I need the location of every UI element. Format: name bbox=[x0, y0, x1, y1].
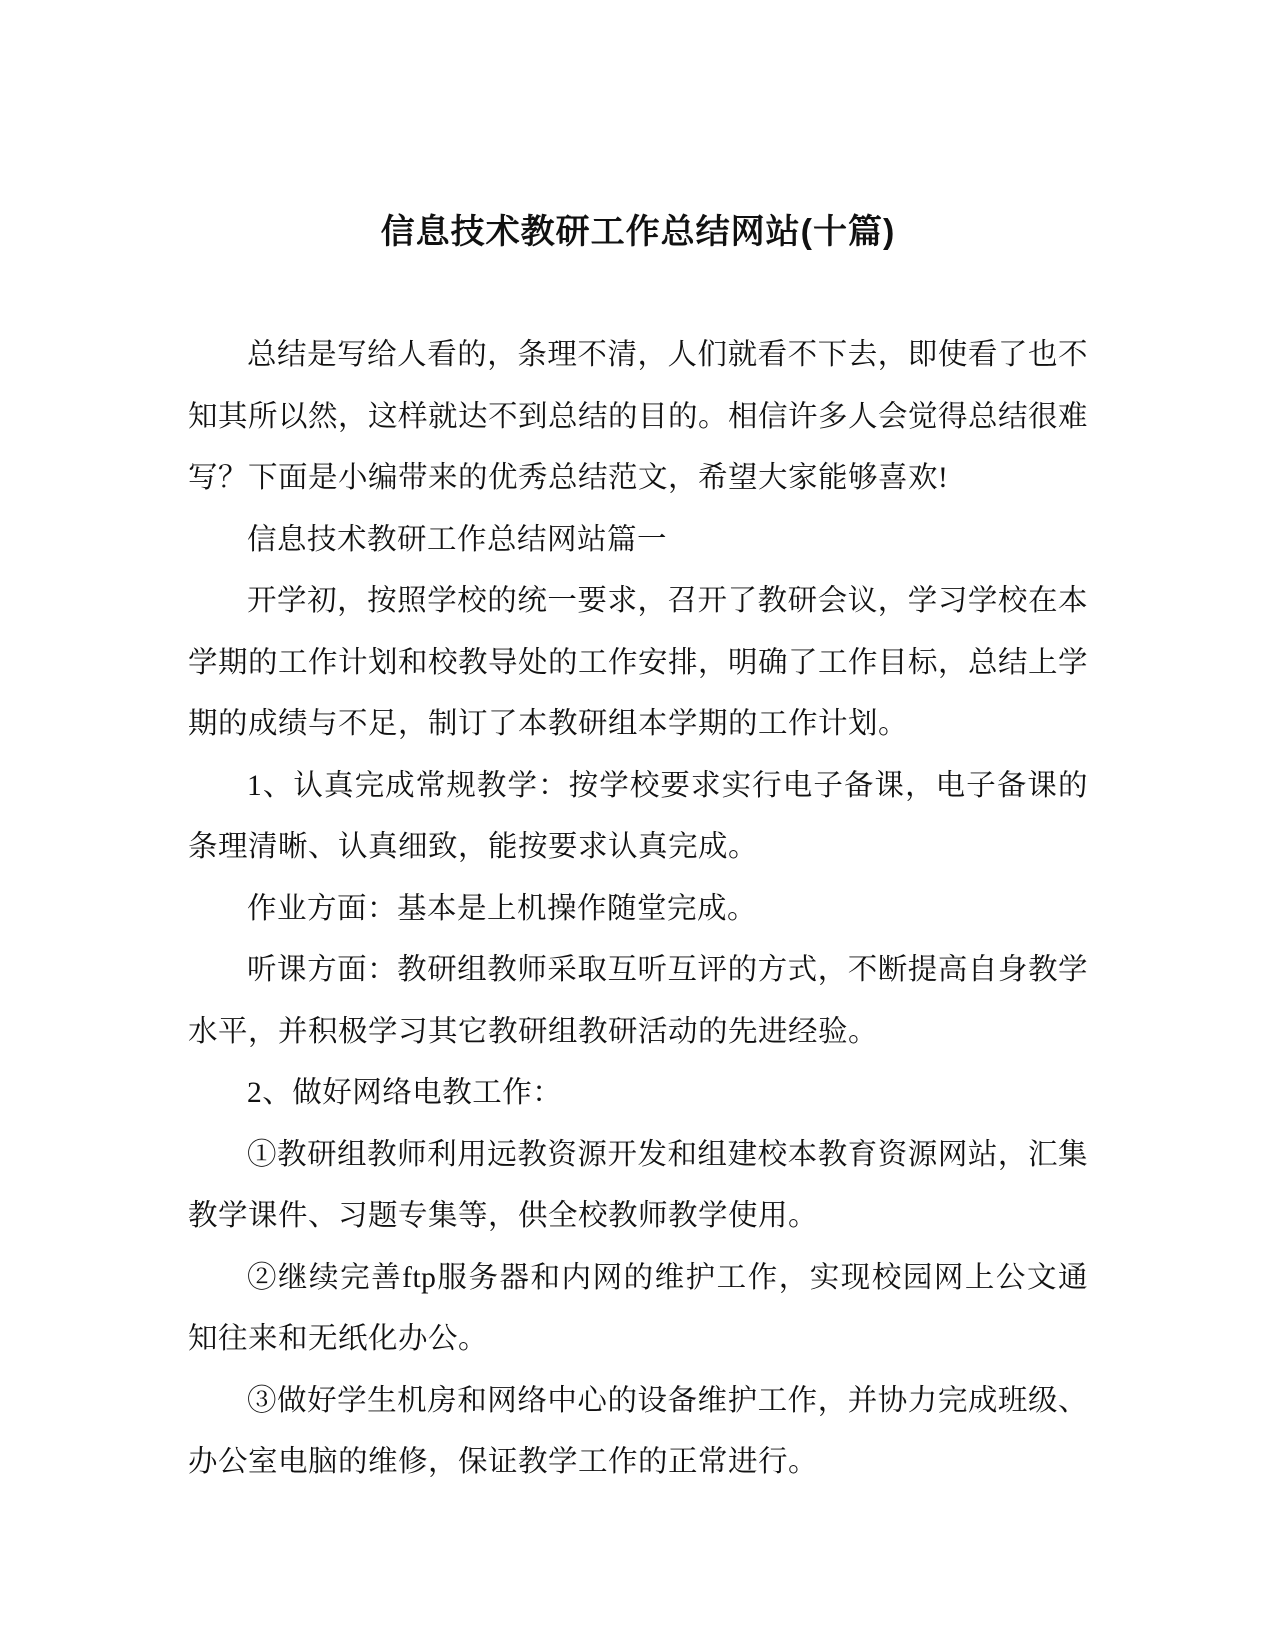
text-line: 水平，并积极学习其它教研组教研活动的先进经验。 bbox=[188, 1015, 879, 1048]
paragraph bbox=[188, 571, 1088, 756]
paragraph bbox=[188, 1371, 1088, 1494]
text-line: ②继续完善ftp服务器和内网的维护工作，实现校园网上公文通 bbox=[247, 1261, 1088, 1294]
text-line: 开学初，按照学校的统一要求，召开了教研会议，学习学校在本 bbox=[247, 585, 1088, 617]
paragraph bbox=[188, 940, 1088, 1063]
text-line: 期的成绩与不足，制订了本教研组本学期的工作计划。 bbox=[188, 708, 909, 740]
paragraph bbox=[188, 879, 1088, 941]
text-line: 听课方面：教研组教师采取互听互评的方式，不断提高自身教学 bbox=[247, 954, 1088, 986]
paragraph bbox=[188, 1125, 1088, 1248]
paragraph bbox=[188, 510, 1088, 572]
paragraph bbox=[188, 1063, 1088, 1125]
text-line: 信息技术教研工作总结网站篇一 bbox=[247, 523, 668, 556]
text-line: 知其所以然，这样就达不到总结的目的。相信许多人会觉得总结很难 bbox=[188, 400, 1089, 433]
text-line: 条理清晰、认真细致，能按要求认真完成。 bbox=[188, 831, 759, 863]
text-line: 办公室电脑的维修，保证教学工作的正常进行。 bbox=[188, 1446, 819, 1478]
text-line: 知往来和无纸化办公。 bbox=[188, 1323, 489, 1355]
text-line: 总结是写给人看的，条理不清，人们就看不下去，即使看了也不 bbox=[247, 339, 1088, 371]
text-line: 作业方面：基本是上机操作随堂完成。 bbox=[247, 892, 758, 925]
text-line: 教学课件、习题专集等，供全校教师教学使用。 bbox=[188, 1200, 819, 1232]
document-title: 信息技术教研工作总结网站(十篇) bbox=[380, 213, 896, 251]
document-body bbox=[188, 325, 1088, 1494]
paragraph bbox=[188, 1248, 1088, 1371]
text-line: ③做好学生机房和网络中心的设备维护工作，并协力完成班级、 bbox=[247, 1384, 1088, 1417]
paragraph bbox=[188, 756, 1088, 879]
text-line: 写？下面是小编带来的优秀总结范文，希望大家能够喜欢! bbox=[188, 462, 949, 494]
text-line: 1、认真完成常规教学：按学校要求实行电子备课，电子备课的 bbox=[247, 769, 1088, 802]
text-line: 学期的工作计划和校教导处的工作安排，明确了工作目标，总结上学 bbox=[188, 646, 1089, 679]
text-line: 2、做好网络电教工作： bbox=[247, 1077, 563, 1109]
text-line: ①教研组教师利用远教资源开发和组建校本教育资源网站，汇集 bbox=[247, 1138, 1088, 1171]
paragraph bbox=[188, 325, 1088, 510]
